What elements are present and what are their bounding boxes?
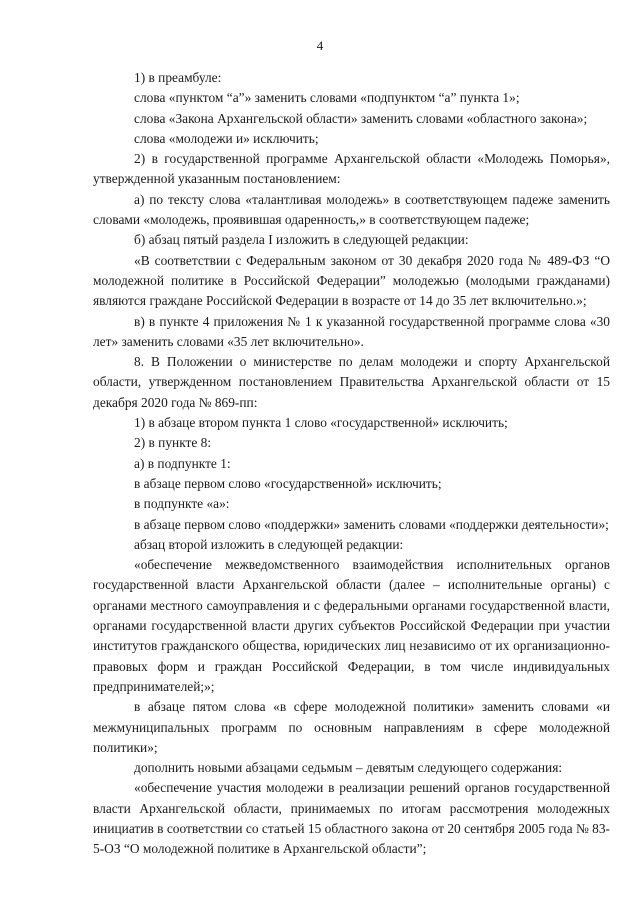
paragraph: 1) в абзаце втором пункта 1 слово «государственной» исключить;: [134, 415, 508, 431]
paragraph: в) в пункте 4 приложения № 1 к указанной государственной программе слова «30 лет» заменить словами «35 лет включительно».: [93, 313, 610, 349]
paragraph: «обеспечение участия молодежи в реализации решений органов государственной власти Архангельской области, принимаемых по итогам рассмотрения молодежных инициатив в соответствии со статьей 15 областного закона от 20 сентября 2005 года № 83-5-ОЗ “О молодежной политике в Архангельской области”;: [93, 780, 610, 857]
paragraph: в абзаце первом слово «поддержки» заменить словами «поддержки деятельности»;: [134, 516, 609, 532]
paragraph: а) в подпункте 1:: [134, 455, 231, 471]
paragraph: 2) в государственной программе Архангельской области «Молодежь Поморья», утвержденной указанным постановлением:: [93, 151, 610, 187]
page-number: 4: [316, 38, 324, 53]
paragraph: в абзаце пятом слова «в сфере молодежной политики» заменить словами «и межмуниципальных программ по основным направлениям в сфере молодежной политики»;: [93, 699, 610, 755]
paragraph: слова «пунктом “а”» заменить словами «подпунктом “а” пункта 1»;: [134, 90, 520, 106]
paragraph: абзац второй изложить в следующей редакции:: [134, 536, 404, 552]
paragraph: 1) в преамбуле:: [134, 70, 222, 85]
paragraph: в подпункте «а»:: [134, 496, 230, 512]
paragraph: слова «молодежи и» исключить;: [134, 130, 319, 146]
paragraph: слова «Закона Архангельской области» заменить словами «областного закона»;: [134, 110, 588, 126]
paragraph: «В соответствии с Федеральным законом от 30 декабря 2020 года № 489-ФЗ “О молодежной политике в Российской Федерации” молодежью (молодыми гражданами) являются граждане Российской Федерации в возрасте от 14 до 35 лет включительно.»;: [93, 252, 610, 309]
paragraph: в абзаце первом слово «государственной» исключить;: [134, 475, 442, 491]
paragraph: 2) в пункте 8:: [134, 435, 212, 451]
paragraph: «обеспечение межведомственного взаимодействия исполнительных органов государственной власти Архангельской области (далее – исполнительные органы) с органами местного самоуправления и с федеральными органами государственной власти, органами государственной власти других субъектов Российской Федерации при участии институтов гражданского общества, юридических лиц независимо от их организационно-правовых форм и граждан Российской Федерации, в том числе индивидуальных предпринимателей;»;: [93, 557, 610, 694]
paragraph: 8. В Положении о министерстве по делам молодежи и спорту Архангельской области, утвержденном постановлением Правительства Архангельской области от 15 декабря 2020 года № 869-пп:: [93, 354, 610, 410]
paragraph: дополнить новыми абзацами седьмым – девятым следующего содержания:: [134, 760, 563, 776]
paragraph: б) абзац пятый раздела I изложить в следующей редакции:: [134, 232, 469, 248]
document-body: [93, 68, 610, 860]
paragraph: а) по тексту слова «талантливая молодежь» в соответствующем падеже заменить словами «молодежь, проявившая одаренность,» в соответствующем падеже;: [93, 191, 610, 228]
